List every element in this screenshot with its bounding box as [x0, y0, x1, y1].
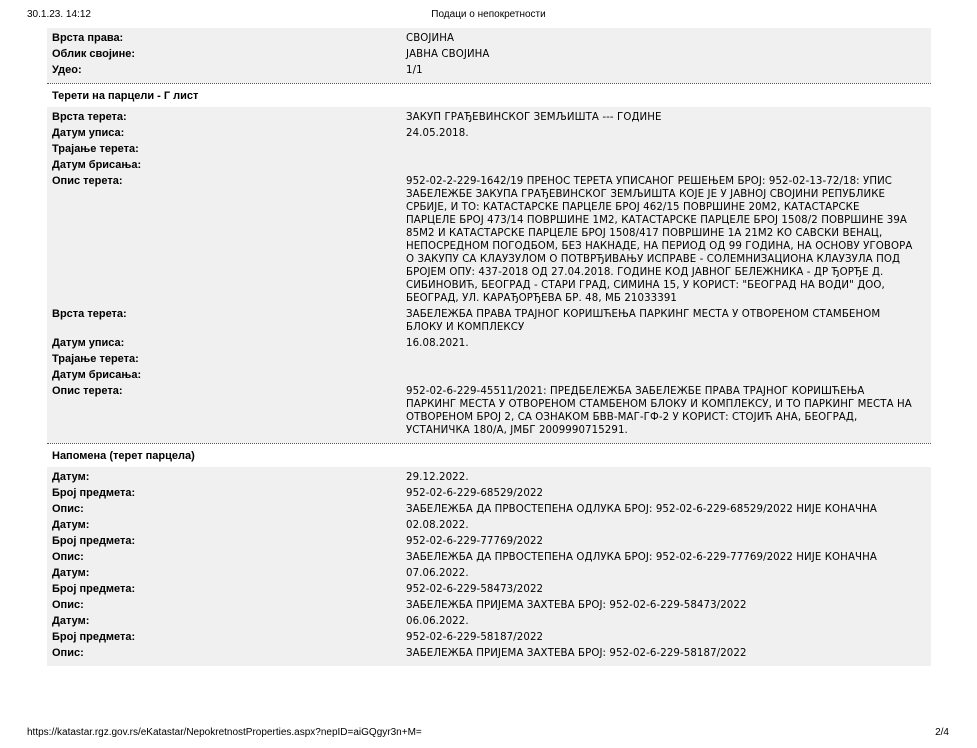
- field-value: 952-02-2-229-1642/19 ПРЕНОС ТЕРЕТА УПИСАНОГ РЕШЕЊЕМ БРОЈ: 952-02-13-72/18: УПИС ЗАБЕЛЕЖБЕ ЗАКУПА ГРАЂЕВИНСКОГ ЗЕМЉИШТА КОЈЕ ЈЕ У ЈАВНОЈ СВОЈИНИ РЕПУБЛИКЕ СРБИЈЕ, И ТО: КАТАСТАРСКЕ ПАРЦЕЛЕ БРОЈ 462/15 ПОВРШИНЕ 20М2, КАТАСТАРСКЕ ПАРЦЕЛЕ БРОЈ 473/14 ПОВРШИНЕ 1М2, КАТАСТАРСКЕ ПАРЦЕЛЕ БРОЈ 1508/2 ПОВРШИНЕ 39А 85М2 И КАТАСТАРСКЕ ПАРЦЕЛЕ БРОЈ 1508/417 ПОВРШИНЕ 1А 21М2 КО САВСКИ ВЕНАЦ, НЕПОСРЕДНОМ ПОГОДБОМ, БЕЗ НАКНАДЕ, НА ПЕРИОД ОД 99 ГОДИНА, НА ОСНОВУ УГОВОРА О ЗАКУПУ СА КЛАУЗУЛОМ О ПОТВРЂИВАЊУ ИСПРАВЕ - СОЛЕМНИЗАЦИОНА КЛАУЗУЛА ПОД БРОЈЕМ ОПУ: 437-2018 ОД 27.04.2018. ГОДИНЕ КОД ЈАВНОГ БЕЛЕЖНИКА - ДР ЂОРЂЕ Д. СИБИНОВИЋ, БЕОГРАД - СТАРИ ГРАД, СИМИНА 15, У КОРИСТ: "БЕОГРАД НА ВОДИ" ДОО, БЕОГРАД, УЛ. КАРАЂОРЂЕВА БР. 48, МБ 21033391: [406, 176, 913, 304]
- page-url: https://katastar.rgz.gov.rs/eKatastar/NepokretnostProperties.aspx?nepID=aiGQgyr3n+M=: [27, 727, 422, 738]
- ownership-row: [47, 32, 931, 45]
- field-label: Облик својине:: [52, 48, 136, 60]
- burdens-block: [47, 107, 931, 443]
- field-value: ЗАБЕЛЕЖБА ПРИЈЕМА ЗАХТЕВА БРОЈ: 952-02-6-229-58187/2022: [406, 648, 747, 659]
- note-row: [47, 503, 931, 516]
- print-footer: [0, 727, 977, 747]
- field-label: Број предмета:: [52, 535, 136, 547]
- field-value: 952-02-6-229-45511/2021: ПРЕДБЕЛЕЖБА ЗАБЕЛЕЖБЕ ПРАВА ТРАЈНОГ КОРИШЋЕЊА ПАРКИНГ МЕСТА У ОТВОРЕНОМ СТАМБЕНОМ БЛОКУ И КОМПЛЕКСУ, И ТО ПАРКИНГ МЕСТА НА ОТВОРЕНОМ БРОЈ 2, СА ОЗНАКОМ БВВ-МАГ-ГФ-2 У КОРИСТ: СТОЈИЋ АНА, БЕОГРАД, УСТАНИЧКА 180/А, ЈМБГ 2009990715291.: [406, 386, 912, 436]
- field-label: Врста терета:: [52, 111, 127, 123]
- note-row: [47, 647, 931, 660]
- print-header: [0, 0, 977, 28]
- burden-row: [47, 353, 931, 366]
- print-datetime: 30.1.23. 14:12: [27, 9, 91, 20]
- field-label: Трајање терета:: [52, 143, 139, 155]
- field-label: Број предмета:: [52, 631, 136, 643]
- burden-row: [47, 369, 931, 382]
- field-label: Датум брисања:: [52, 369, 142, 381]
- field-label: Опис:: [52, 503, 84, 515]
- field-label: Датум:: [52, 519, 90, 531]
- note-row: [47, 631, 931, 644]
- field-label: Датум брисања:: [52, 159, 142, 171]
- notes-section-title: Напомена (терет парцела): [52, 450, 195, 462]
- field-label: Опис:: [52, 647, 84, 659]
- field-label: Датум уписа:: [52, 337, 125, 349]
- field-value: 952-02-6-229-68529/2022: [406, 488, 544, 499]
- field-value: [406, 353, 926, 366]
- note-row: [47, 535, 931, 548]
- property-details: [47, 28, 931, 666]
- field-value: 24.05.2018.: [406, 128, 469, 139]
- burden-row: [47, 175, 931, 305]
- page-title: Подаци о непокретности: [431, 9, 546, 20]
- field-value: ЗАБЕЛЕЖБА ПРИЈЕМА ЗАХТЕВА БРОЈ: 952-02-6-229-58473/2022: [406, 600, 747, 611]
- field-label: Датум:: [52, 567, 90, 579]
- field-value: СВОЈИНА: [406, 33, 455, 44]
- field-label: Датум уписа:: [52, 127, 125, 139]
- ownership-row: [47, 48, 931, 61]
- ownership-block: [47, 28, 931, 83]
- field-value: ЗАБЕЛЕЖБА ПРАВА ТРАЈНОГ КОРИШЋЕЊА ПАРКИНГ МЕСТА У ОТВОРЕНОМ СТАМБЕНОМ БЛОКУ И КОМПЛЕКСУ: [406, 309, 881, 333]
- field-label: Опис:: [52, 551, 84, 563]
- field-label: Опис:: [52, 599, 84, 611]
- burden-row: [47, 308, 931, 334]
- field-label: Трајање терета:: [52, 353, 139, 365]
- field-label: Датум:: [52, 471, 90, 483]
- field-value: ЗАБЕЛЕЖБА ДА ПРВОСТЕПЕНА ОДЛУКА БРОЈ: 952-02-6-229-68529/2022 НИЈЕ КОНАЧНА: [406, 504, 877, 515]
- note-row: [47, 583, 931, 596]
- field-label: Број предмета:: [52, 583, 136, 595]
- field-value: ЗАБЕЛЕЖБА ДА ПРВОСТЕПЕНА ОДЛУКА БРОЈ: 952-02-6-229-77769/2022 НИЈЕ КОНАЧНА: [406, 552, 877, 563]
- field-value: ЈАВНА СВОЈИНА: [406, 49, 490, 60]
- field-value: 29.12.2022.: [406, 472, 469, 483]
- field-value: [406, 369, 926, 382]
- field-value: 952-02-6-229-77769/2022: [406, 536, 544, 547]
- field-value: 07.06.2022.: [406, 568, 469, 579]
- burden-row: [47, 385, 931, 437]
- field-label: Опис терета:: [52, 385, 123, 397]
- page-number: 2/4: [935, 727, 949, 738]
- note-row: [47, 615, 931, 628]
- field-value: 16.08.2021.: [406, 338, 469, 349]
- note-row: [47, 567, 931, 580]
- field-value: [406, 143, 926, 156]
- field-value: 06.06.2022.: [406, 616, 469, 627]
- note-row: [47, 471, 931, 484]
- ownership-row: [47, 64, 931, 77]
- field-label: Врста терета:: [52, 308, 127, 320]
- notes-block: [47, 467, 931, 666]
- note-row: [47, 487, 931, 500]
- note-row: [47, 519, 931, 532]
- field-value: 02.08.2022.: [406, 520, 469, 531]
- field-value: ЗАКУП ГРАЂЕВИНСКОГ ЗЕМЉИШТА --- ГОДИНЕ: [406, 112, 662, 123]
- field-label: Број предмета:: [52, 487, 136, 499]
- burden-row: [47, 143, 931, 156]
- burden-row: [47, 337, 931, 350]
- burdens-section-title: Терети на парцели - Г лист: [52, 90, 199, 102]
- field-value: [406, 159, 926, 172]
- field-label: Опис терета:: [52, 175, 123, 187]
- burden-row: [47, 127, 931, 140]
- field-label: Датум:: [52, 615, 90, 627]
- field-value: 952-02-6-229-58187/2022: [406, 632, 544, 643]
- field-label: Врста права:: [52, 32, 124, 44]
- field-value: 1/1: [406, 65, 423, 76]
- note-row: [47, 599, 931, 612]
- burden-row: [47, 159, 931, 172]
- field-value: 952-02-6-229-58473/2022: [406, 584, 544, 595]
- burden-row: [47, 111, 931, 124]
- field-label: Удео:: [52, 64, 82, 76]
- note-row: [47, 551, 931, 564]
